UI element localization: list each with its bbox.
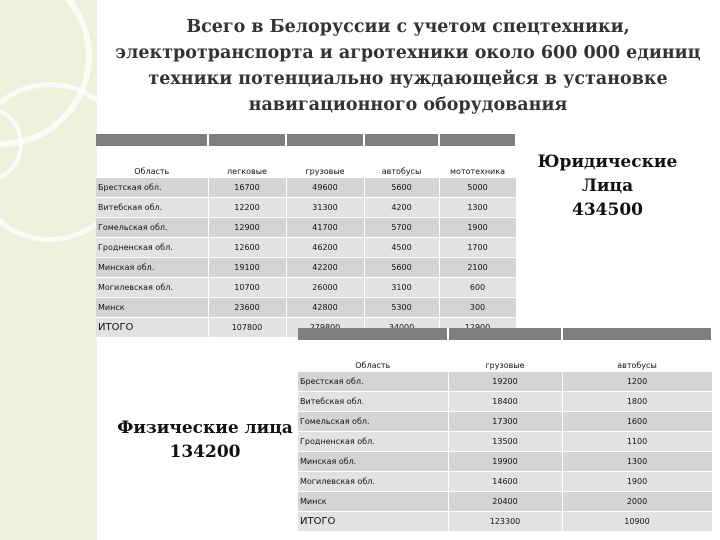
cell-value: 1700: [439, 238, 516, 258]
col-header-region: Область: [96, 146, 208, 178]
cell-value: 1900: [562, 472, 712, 492]
cell-region: Витебская обл.: [298, 392, 448, 412]
cell-value: 5600: [364, 178, 439, 198]
cell-value: 1300: [562, 452, 712, 472]
cell-total-label: ИТОГО: [96, 318, 208, 338]
cell-value: 31300: [286, 198, 364, 218]
cell-value: 19200: [448, 372, 562, 392]
table-row: [96, 238, 516, 258]
cell-value: 1800: [562, 392, 712, 412]
cell-total: 10900: [562, 512, 712, 532]
table-row: [96, 178, 516, 198]
cell-value: 4200: [364, 198, 439, 218]
cell-value: 13500: [448, 432, 562, 452]
cell-value: 20400: [448, 492, 562, 512]
table-header-row: [298, 340, 712, 372]
cell-value: 1900: [439, 218, 516, 238]
cell-value: 4500: [364, 238, 439, 258]
cell-value: 10700: [208, 278, 286, 298]
cell-value: 1300: [439, 198, 516, 218]
cell-region: Гродненская обл.: [96, 238, 208, 258]
individuals-label: Физические лица: [117, 418, 293, 438]
cell-value: 2000: [562, 492, 712, 512]
cell-value: 14600: [448, 472, 562, 492]
cell-value: 5300: [364, 298, 439, 318]
table-row: [298, 432, 712, 452]
individuals-summary: [110, 416, 300, 464]
table-row: [298, 472, 712, 492]
table-row: [298, 452, 712, 472]
cell-value: 26000: [286, 278, 364, 298]
cell-value: 5000: [439, 178, 516, 198]
slide-title: Всего в Белоруссии с учетом спецтехники, электротранспорта и агротехники около 600 000 единиц техники потенциально нуждающейся в установке навигационного оборудования: [115, 17, 701, 115]
cell-value: 17300: [448, 412, 562, 432]
cell-value: 42200: [286, 258, 364, 278]
cell-region: Минская обл.: [298, 452, 448, 472]
col-header-buses: автобусы: [364, 146, 439, 178]
individuals-value: 134200: [169, 442, 241, 462]
cell-region: Минская обл.: [96, 258, 208, 278]
cell-value: 12900: [208, 218, 286, 238]
cell-value: 1200: [562, 372, 712, 392]
decorative-sidebar: [0, 0, 97, 540]
cell-value: 49600: [286, 178, 364, 198]
cell-region: Гомельская обл.: [298, 412, 448, 432]
cell-region: Минск: [298, 492, 448, 512]
table-total-row: [298, 512, 712, 532]
cell-value: 5700: [364, 218, 439, 238]
cell-value: 600: [439, 278, 516, 298]
col-header-buses: автобусы: [562, 340, 712, 372]
col-header-trucks: грузовые: [286, 146, 364, 178]
table-row: [298, 412, 712, 432]
cell-value: 1100: [562, 432, 712, 452]
table-row: [96, 258, 516, 278]
cell-value: 18400: [448, 392, 562, 412]
vehicles-by-region-table: [96, 134, 517, 338]
table-row: [298, 392, 712, 412]
cell-value: 12600: [208, 238, 286, 258]
table-row: [298, 492, 712, 512]
cell-value: 41700: [286, 218, 364, 238]
cell-region: Гродненская обл.: [298, 432, 448, 452]
col-header-cars: легковые: [208, 146, 286, 178]
cell-region: Витебская обл.: [96, 198, 208, 218]
cell-value: 42800: [286, 298, 364, 318]
trucks-buses-by-region-table: [298, 328, 713, 532]
table-row: [96, 218, 516, 238]
cell-value: 5600: [364, 258, 439, 278]
cell-value: 19900: [448, 452, 562, 472]
cell-region: Могилевская обл.: [96, 278, 208, 298]
cell-region: Минск: [96, 298, 208, 318]
legal-entities-summary: [525, 150, 690, 222]
cell-region: Брестская обл.: [298, 372, 448, 392]
table-row: [96, 198, 516, 218]
col-header-trucks: грузовые: [448, 340, 562, 372]
table-top-bar: [298, 328, 712, 340]
cell-value: 16700: [208, 178, 286, 198]
cell-value: 19100: [208, 258, 286, 278]
table-header-row: [96, 146, 516, 178]
cell-value: 1600: [562, 412, 712, 432]
cell-value: 12200: [208, 198, 286, 218]
col-header-region: Область: [298, 340, 448, 372]
cell-region: Могилевская обл.: [298, 472, 448, 492]
table-row: [96, 278, 516, 298]
table-top-bar: [96, 134, 516, 146]
table-row: [298, 372, 712, 392]
cell-value: 46200: [286, 238, 364, 258]
cell-region: Гомельская обл.: [96, 218, 208, 238]
cell-value: 23600: [208, 298, 286, 318]
table-row: [96, 298, 516, 318]
legal-entities-label: Юридические Лица: [537, 152, 678, 196]
cell-value: 2100: [439, 258, 516, 278]
cell-total: 123300: [448, 512, 562, 532]
cell-region: Брестская обл.: [96, 178, 208, 198]
cell-total: 107800: [208, 318, 286, 338]
cell-total-label: ИТОГО: [298, 512, 448, 532]
legal-entities-value: 434500: [572, 200, 643, 220]
col-header-motorcycles: мототехника: [439, 146, 516, 178]
cell-value: 300: [439, 298, 516, 318]
cell-value: 3100: [364, 278, 439, 298]
